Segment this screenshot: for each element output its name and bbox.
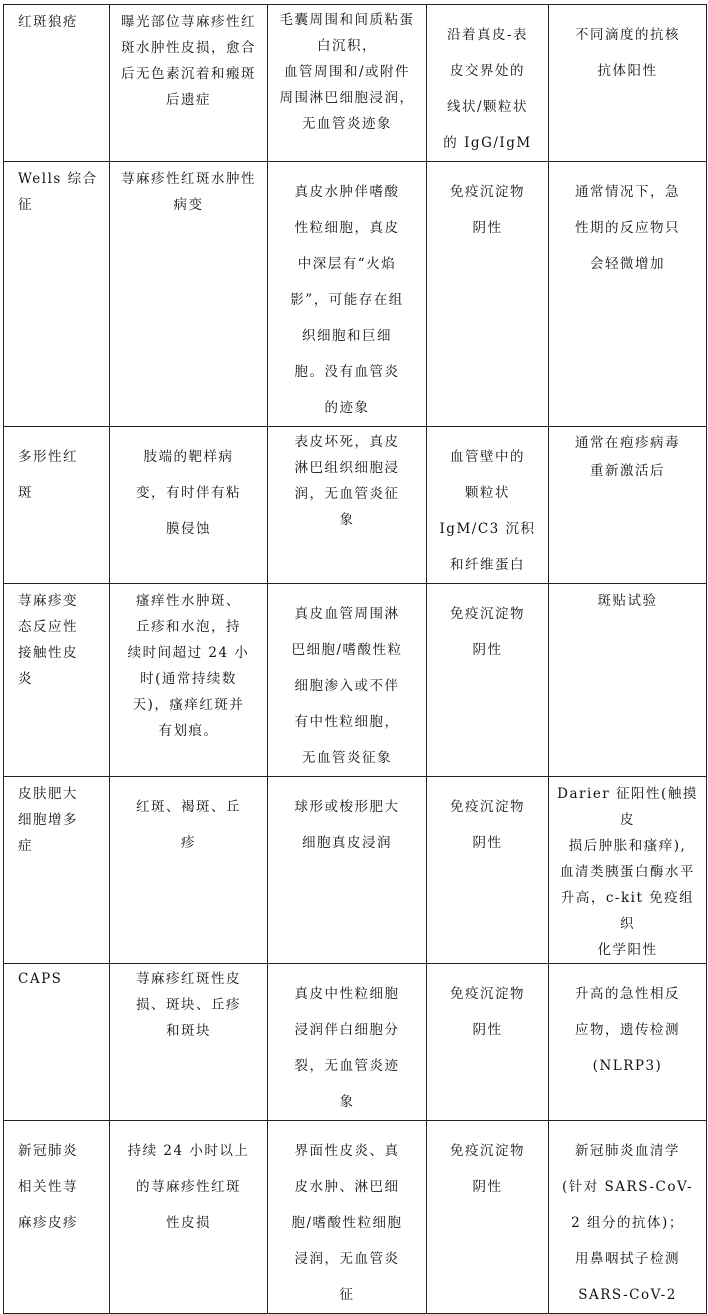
clinical-features-cell: 荨麻疹红斑性皮 损、斑块、丘疹 和斑块: [110, 964, 268, 1121]
histopathology-cell: 球形或梭形肥大 细胞真皮浸润: [268, 777, 427, 964]
table-row: [4, 584, 707, 777]
clinical-features-cell: 荨麻疹性红斑水肿性 病变: [110, 162, 268, 427]
immunofluorescence-cell: 血管壁中的 颗粒状 IgM/C3 沉积 和纤维蛋白: [427, 427, 549, 584]
table-row: [4, 777, 707, 964]
differential-diagnosis-table: [3, 4, 707, 1314]
histopathology-cell: 真皮血管周围淋 巴细胞/嗜酸性粒 细胞渗入或不伴 有中性粒细胞， 无血管炎征象: [268, 584, 427, 777]
disease-name-cell: 多形性红 斑: [4, 427, 110, 584]
histopathology-cell: 真皮水肿伴嗜酸 性粒细胞，真皮 中深层有“火焰 影”，可能存在组 织细胞和巨细 胞。没有血管炎 的迹象: [268, 162, 427, 427]
immunofluorescence-cell: 免疫沉淀物 阴性: [427, 777, 549, 964]
other-tests-cell: 新冠肺炎血清学 (针对 SARS-CoV- 2 组分的抗体)； 用鼻咽拭子检测 SARS-CoV-2: [549, 1121, 707, 1314]
table-row: [4, 1121, 707, 1314]
immunofluorescence-cell: 免疫沉淀物 阴性: [427, 964, 549, 1121]
clinical-features-cell: 曝光部位荨麻疹性红 斑水肿性皮损，愈合 后无色素沉着和瘢斑 后遗症: [110, 5, 268, 162]
immunofluorescence-cell: 免疫沉淀物 阴性: [427, 162, 549, 427]
disease-name-cell: 新冠肺炎 相关性荨 麻疹皮疹: [4, 1121, 110, 1314]
other-tests-cell: 升高的急性相反 应物，遗传检测 (NLRP3): [549, 964, 707, 1121]
clinical-features-cell: 红斑、褐斑、丘 疹: [110, 777, 268, 964]
table-row: [4, 162, 707, 427]
histopathology-cell: 真皮中性粒细胞 浸润伴白细胞分 裂，无血管炎迹 象: [268, 964, 427, 1121]
table-body: [4, 5, 707, 1314]
table-row: [4, 964, 707, 1121]
clinical-features-cell: 瘙痒性水肿斑、 丘疹和水泡，持 续时间超过 24 小 时(通常持续数 天)，瘙痒红斑并 有划痕。: [110, 584, 268, 777]
histopathology-cell: 表皮坏死，真皮 淋巴组织细胞浸 润，无血管炎征 象: [268, 427, 427, 584]
disease-name-cell: 红斑狼疮: [4, 5, 110, 162]
disease-name-cell: 荨麻疹变 态反应性 接触性皮 炎: [4, 584, 110, 777]
disease-name-cell: Wells 综合征: [4, 162, 110, 427]
disease-name-cell: 皮肤肥大 细胞增多 症: [4, 777, 110, 964]
other-tests-cell: 不同滴度的抗核 抗体阳性: [549, 5, 707, 162]
other-tests-cell: 斑贴试验: [549, 584, 707, 777]
clinical-features-cell: 肢端的靶样病 变，有时伴有粘 膜侵蚀: [110, 427, 268, 584]
table-row: [4, 427, 707, 584]
histopathology-cell: 毛囊周围和间质粘蛋 白沉积， 血管周围和/或附件 周围淋巴细胞浸润， 无血管炎迹象: [268, 5, 427, 162]
immunofluorescence-cell: 免疫沉淀物 阴性: [427, 584, 549, 777]
disease-name-cell: CAPS: [4, 964, 110, 1121]
immunofluorescence-cell: 免疫沉淀物 阴性: [427, 1121, 549, 1314]
immunofluorescence-cell: 沿着真皮-表 皮交界处的 线状/颗粒状 的 IgG/IgM: [427, 5, 549, 162]
table-row: [4, 5, 707, 162]
histopathology-cell: 界面性皮炎、真 皮水肿、淋巴细 胞/嗜酸性粒细胞 浸润，无血管炎 征: [268, 1121, 427, 1314]
clinical-features-cell: 持续 24 小时以上 的荨麻疹性红斑 性皮损: [110, 1121, 268, 1314]
other-tests-cell: Darier 征阳性(触摸皮 损后肿胀和瘙痒), 血清类胰蛋白酶水平 升高，c-kit 免疫组织 化学阳性: [549, 777, 707, 964]
other-tests-cell: 通常情况下，急 性期的反应物只 会轻微增加: [549, 162, 707, 427]
other-tests-cell: 通常在疱疹病毒 重新激活后: [549, 427, 707, 584]
